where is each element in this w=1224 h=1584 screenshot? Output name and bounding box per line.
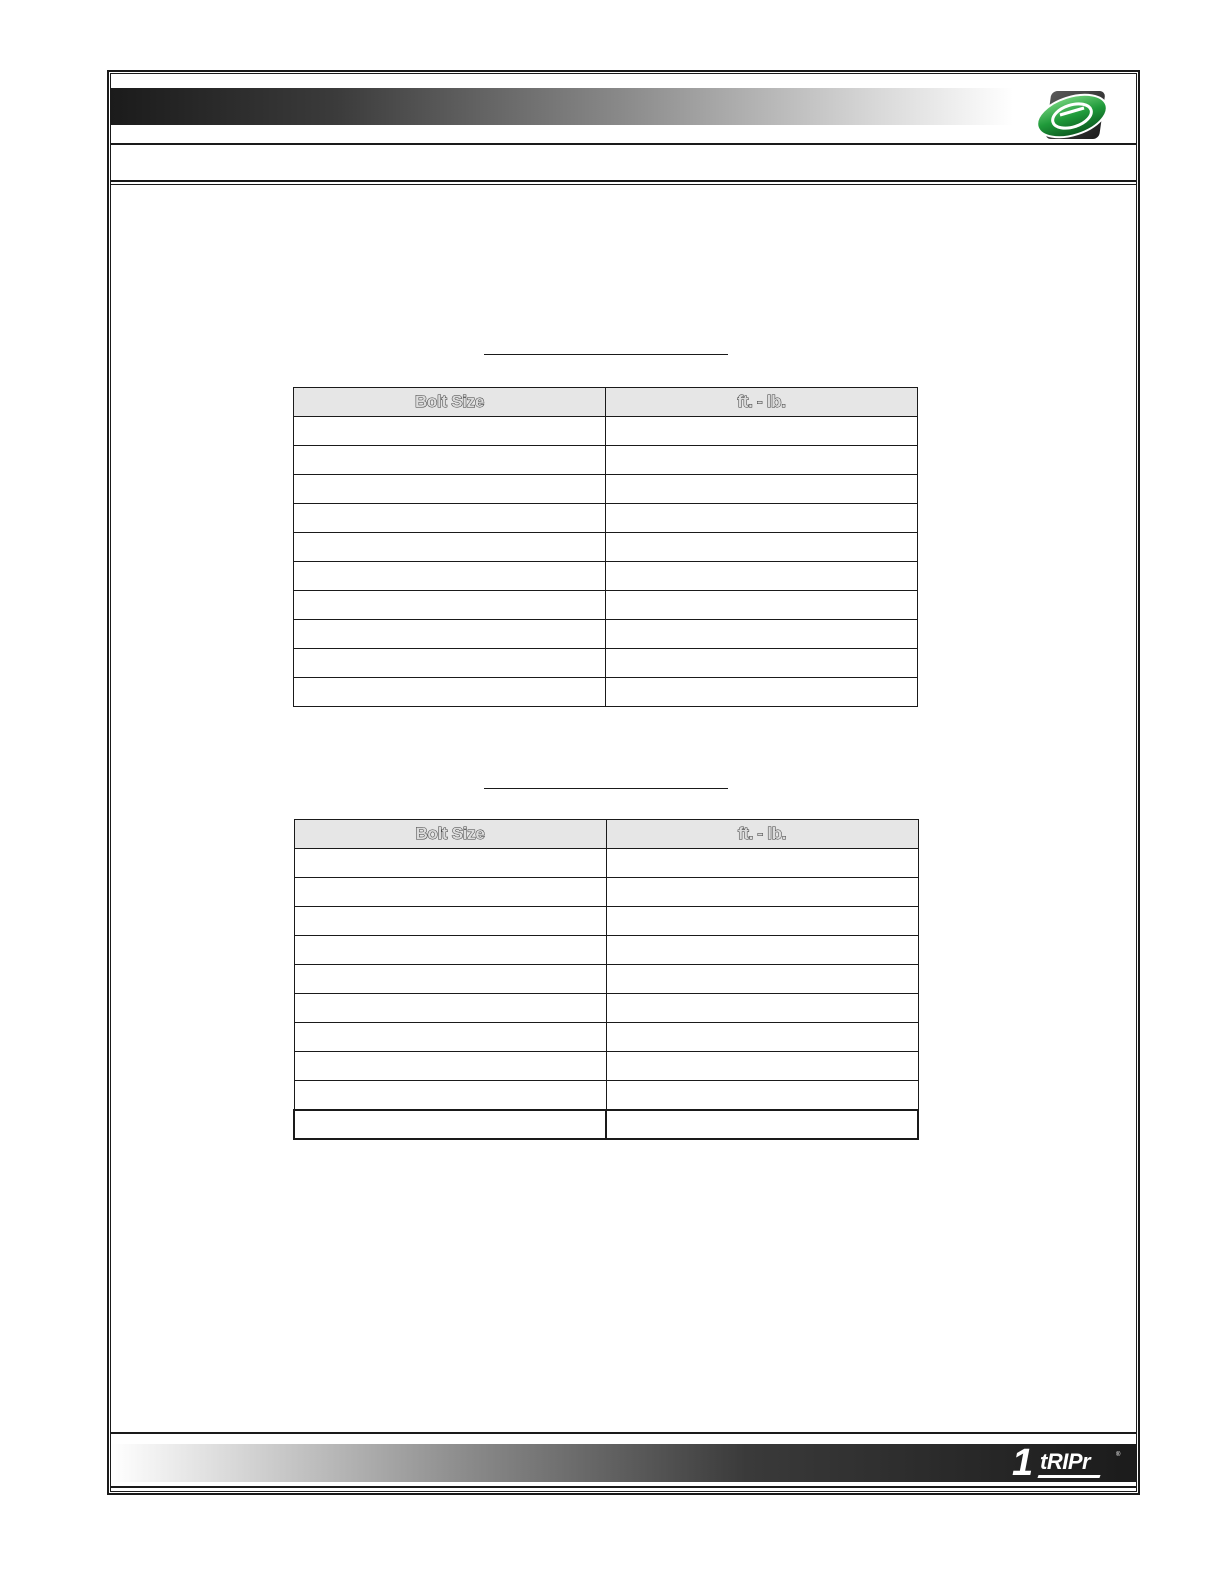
torque-value-cell — [606, 907, 918, 936]
torque-value-cell — [606, 417, 918, 446]
table-row — [294, 1110, 918, 1139]
column-header-ft-lb: ft. - lb. — [606, 388, 918, 417]
footer-gradient-band — [111, 1444, 1136, 1482]
torque-value-cell — [606, 562, 918, 591]
footer-divider-top — [111, 1432, 1136, 1434]
bolt-size-cell — [294, 678, 606, 707]
bolt-size-cell — [294, 475, 606, 504]
bolt-size-cell — [294, 1023, 606, 1052]
bolt-size-cell — [294, 504, 606, 533]
column-header-bolt-size: Bolt Size — [294, 388, 606, 417]
column-header-bolt-size: Bolt Size — [294, 820, 606, 849]
section-title-underline-1 — [484, 354, 728, 355]
table-row — [294, 1081, 918, 1110]
torque-value-cell — [606, 620, 918, 649]
bolt-size-cell — [294, 446, 606, 475]
torque-value-cell — [606, 649, 918, 678]
header-divider-bottom — [111, 180, 1136, 182]
torque-value-cell — [606, 678, 918, 707]
bolt-size-cell — [294, 649, 606, 678]
bolt-size-cell — [294, 1052, 606, 1081]
table-row — [294, 417, 918, 446]
table-row — [294, 1052, 918, 1081]
table-row — [294, 475, 918, 504]
table-row — [294, 965, 918, 994]
footer-divider-bottom — [111, 1486, 1136, 1488]
page-frame-inner — [110, 73, 1137, 1492]
bolt-size-cell — [294, 1081, 606, 1110]
tripr-logo-underbar — [1037, 1475, 1100, 1478]
torque-table-2 — [293, 819, 919, 1140]
torque-value-cell — [606, 533, 918, 562]
bolt-size-cell — [294, 417, 606, 446]
torque-value-cell — [606, 965, 918, 994]
table-row — [294, 562, 918, 591]
torque-value-cell — [606, 878, 918, 907]
bolt-size-cell — [294, 849, 606, 878]
tripr-logo — [1012, 1442, 1124, 1484]
torque-value-cell — [606, 504, 918, 533]
table-row — [294, 907, 918, 936]
table-row — [294, 446, 918, 475]
bolt-size-cell — [294, 562, 606, 591]
torque-value-cell — [606, 475, 918, 504]
tripr-logo-word: tRIPr — [1040, 1449, 1091, 1474]
bolt-size-cell — [294, 1110, 606, 1139]
header-divider-top — [111, 143, 1136, 145]
bolt-size-cell — [294, 994, 606, 1023]
torque-value-cell — [606, 446, 918, 475]
bolt-size-cell — [294, 620, 606, 649]
table-row — [294, 878, 918, 907]
tripr-logo-registered-mark: ® — [1116, 1452, 1121, 1458]
header-divider-bottom-thin — [111, 184, 1136, 185]
table-row — [294, 994, 918, 1023]
table-row — [294, 649, 918, 678]
table-row — [294, 678, 918, 707]
e-emblem-icon — [1032, 88, 1112, 142]
table-row — [294, 620, 918, 649]
bolt-size-cell — [294, 591, 606, 620]
table-header-row — [294, 388, 918, 417]
torque-value-cell — [606, 591, 918, 620]
bolt-size-cell — [294, 936, 606, 965]
table-row — [294, 849, 918, 878]
column-header-ft-lb: ft. - lb. — [606, 820, 918, 849]
torque-value-cell — [606, 1052, 918, 1081]
bolt-size-cell — [294, 878, 606, 907]
table-row — [294, 591, 918, 620]
table-row — [294, 936, 918, 965]
table-row — [294, 533, 918, 562]
table-row — [294, 1023, 918, 1052]
torque-value-cell — [606, 936, 918, 965]
bolt-size-cell — [294, 533, 606, 562]
table-header-row — [294, 820, 918, 849]
torque-value-cell — [606, 849, 918, 878]
section-title-underline-2 — [484, 788, 728, 789]
header-gradient-band — [111, 88, 1136, 125]
torque-value-cell — [606, 1110, 918, 1139]
tripr-logo-numeral: 1 — [1012, 1442, 1034, 1484]
torque-value-cell — [606, 994, 918, 1023]
torque-value-cell — [606, 1023, 918, 1052]
torque-table-1 — [293, 387, 918, 707]
torque-value-cell — [606, 1081, 918, 1110]
table-row — [294, 504, 918, 533]
bolt-size-cell — [294, 965, 606, 994]
bolt-size-cell — [294, 907, 606, 936]
